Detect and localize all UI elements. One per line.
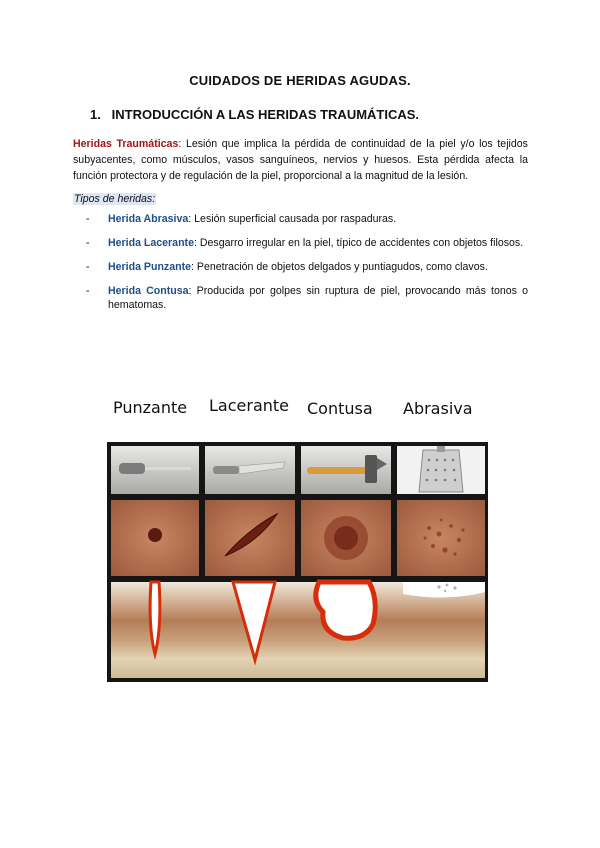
section-heading [90, 107, 419, 122]
list-item [86, 236, 528, 250]
list-bullet: - [86, 285, 90, 297]
type-name: Herida Abrasiva [108, 213, 189, 225]
figure-label-punzante: Punzante [113, 398, 188, 417]
section-number: 1. [90, 107, 101, 122]
list-bullet: - [86, 261, 90, 273]
types-heading: Tipos de heridas: [74, 193, 156, 205]
skin-cell [397, 500, 485, 576]
figure-labels [103, 393, 488, 431]
list-item [86, 284, 528, 312]
list-bullet: - [86, 237, 90, 249]
intro-text: : Lesión que implica la pérdida de continuidad de la piel y/o los tejidos subyacentes, como músculos, vasos sanguíneos, nervios y huesos. Esta pérdida afecta la función protectora y de regulación de la piel, proporcional a la magnitud de la lesión. [73, 138, 528, 182]
type-desc: : Desgarro irregular en la piel, típico de accidentes con objetos filosos. [193, 237, 524, 249]
type-name: Herida Punzante [108, 261, 192, 273]
section-heading-text: INTRODUCCIÓN A LAS HERIDAS TRAUMÁTICAS. [111, 107, 420, 122]
figure-label-abrasiva: Abrasiva [403, 399, 473, 418]
type-desc: : Penetración de objetos delgados y puntiagudos, como clavos. [191, 261, 488, 273]
tools-row [111, 446, 485, 494]
intro-term: Heridas Traumáticas [73, 138, 179, 150]
contusion-core [334, 526, 358, 550]
wound-illustration-svg [107, 442, 488, 682]
types-list [86, 212, 528, 322]
list-item [86, 212, 528, 226]
figure-label-contusa: Contusa [307, 399, 373, 418]
puncture-section [150, 582, 160, 654]
intro-paragraph [73, 136, 528, 184]
cross-section-row [111, 582, 485, 678]
type-desc: : Producida por golpes sin ruptura de piel, provocando más tonos o hematomas. [108, 285, 528, 311]
list-bullet: - [86, 213, 90, 225]
document-title: CUIDADOS DE HERIDAS AGUDAS. [189, 73, 411, 88]
skin-surface-row [111, 500, 485, 576]
figure-label-lacerante: Lacerante [209, 396, 289, 415]
wound-types-figure [103, 393, 488, 685]
list-item [86, 260, 528, 274]
type-desc: : Lesión superficial causada por raspaduras. [188, 213, 397, 225]
grater-icon [419, 446, 463, 492]
wound-illustration [107, 442, 488, 682]
type-name: Herida Contusa [108, 285, 189, 297]
puncture-mark [148, 528, 162, 542]
type-name: Herida Lacerante [108, 237, 194, 249]
